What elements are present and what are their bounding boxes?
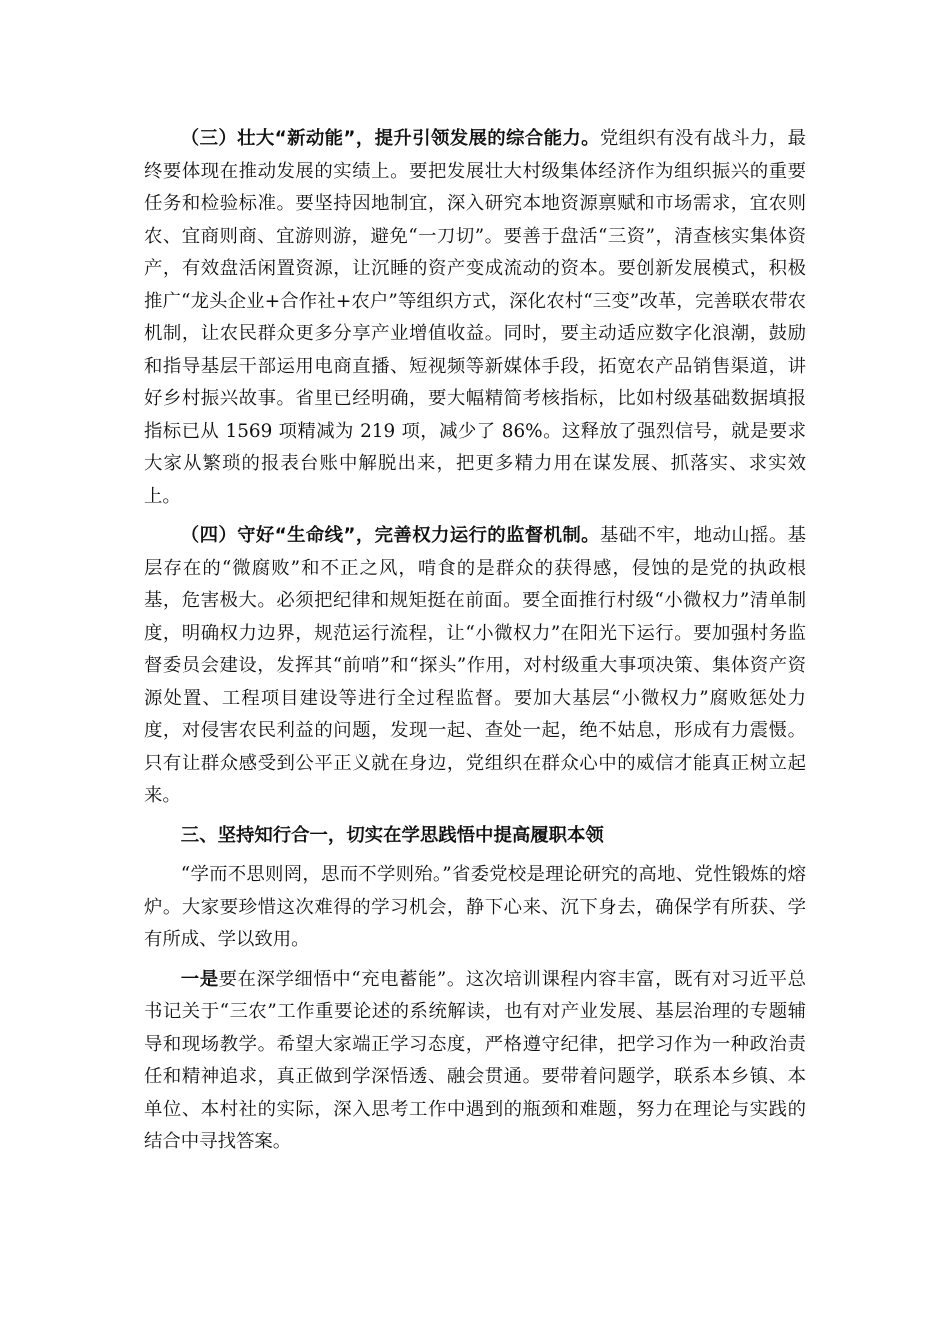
section-3-text: 党组织有没有战斗力，最终要体现在推动发展的实绩上。要把发展壮大村级集体经济作为组织振兴的重要任务和检验标准。要坚持因地制宜，深入研究本地资源禀赋和市场需求，宜农则农、宜商则商、宜游则游，避免“一刀切”。要善于盘活“三资”，清查核实集体资产，有效盘活闲置资源，让沉睡的资产变成流动的资本。要创新发展模式，积极推广“龙头企业+合作社+农户”等组织方式，深化农村“三变”改革，完善联农带农机制，让农民群众更多分享产业增值收益。同时，要主动适应数字化浪潮，鼓励和指导基层干部运用电商直播、短视频等新媒体手段，拓宽农产品销售渠道，讲好乡村振兴故事。省里已经明确，要大幅精简考核指标，比如村级基础数据填报指标已从 1569 项精减为 219 项，减少了 86%。这释放了强烈信号，就是要求大家从繁琐的报表台账中解脱出来，把更多精力用在谋发展、抓落实、求实效上。: [144, 128, 806, 507]
point-1-text: 要在深学细悟中“充电蓄能”。这次培训课程内容丰富，既有对习近平总书记关于“三农”工作重要论述的系统解读，也有对产业发展、基层治理的专题辅导和现场教学。希望大家端正学习态度，严格遵守纪律，把学习作为一种政治责任和精神追求，真正做到学深悟透、融会贯通。要带着问题学，联系本乡镇、本单位、本村社的实际，深入思考工作中遇到的瓶颈和难题，努力在理论与实践的结合中寻找答案。: [144, 968, 806, 1152]
point-1-lead: 一是: [180, 968, 219, 990]
section-4-lead: （四）守好“生命线”，完善权力运行的监督机制。: [180, 525, 600, 546]
document-page: [144, 123, 806, 1166]
section-3-paragraph: [144, 123, 806, 513]
section-3-lead: （三）壮大“新动能”，提升引领发展的综合能力。: [180, 128, 600, 149]
section-4-paragraph: [144, 520, 806, 813]
part-3-heading: 三、坚持知行合一，切实在学思践悟中提高履职本领: [180, 824, 604, 846]
point-1-paragraph: [144, 964, 806, 1159]
section-4-text: 基础不牢，地动山摇。基层存在的“微腐败”和不正之风，啃食的是群众的获得感，侵蚀的是党的执政根基，危害极大。必须把纪律和规矩挺在前面。要全面推行村级“小微权力”清单制度，明确权力边界，规范运行流程，让“小微权力”在阳光下运行。要加强村务监督委员会建设，发挥其“前哨”和“探头”作用，对村级重大事项决策、集体资产资源处置、工程项目建设等进行全过程监督。要加大基层“小微权力”腐败惩处力度，对侵害农民利益的问题，发现一起、查处一起，绝不姑息，形成有力震慑。只有让群众感受到公平正义就在身边，党组织在群众心中的威信才能真正树立起来。: [144, 525, 806, 806]
part-3-intro: “学而不思则罔，思而不学则殆。”省委党校是理论研究的高地、党性锻炼的熔炉。大家要珍惜这次难得的学习机会，静下心来、沉下身去，确保学有所获、学有所成、学以致用。: [144, 864, 806, 950]
